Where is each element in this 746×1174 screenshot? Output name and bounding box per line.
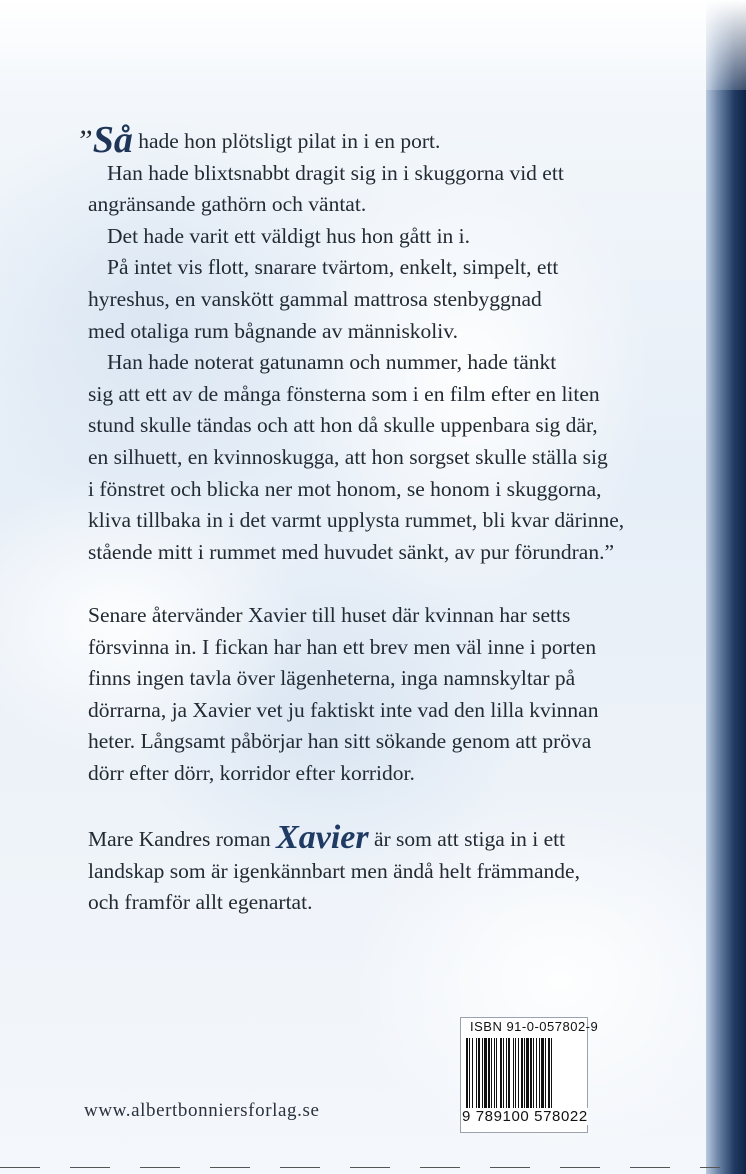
summary-line: dörr efter dörr, korridor efter korridor. <box>88 760 415 785</box>
barcode-bar <box>476 1038 477 1108</box>
barcode-bar <box>536 1038 537 1108</box>
quote-line: angränsande gathörn och väntat. <box>88 192 367 217</box>
barcode-bar <box>508 1038 510 1108</box>
barcode-bar <box>521 1038 523 1108</box>
barcode-bar <box>518 1038 519 1108</box>
barcode-bar <box>484 1038 487 1108</box>
summary-line: finns ingen tavla över lägenheterna, inga namnskyltar på <box>88 666 576 691</box>
quote-line: På intet vis flott, snarare tvärtom, enkelt, simpelt, ett <box>107 255 559 280</box>
quote-line: en silhuett, en kvinnoskugga, att hon sorgset skulle ställa sig <box>88 444 608 469</box>
barcode-bar <box>551 1038 552 1108</box>
quote-line: hyreshus, en vanskött gammal mattrosa stenbyggnad <box>88 286 542 311</box>
quote-first-word: Så <box>92 119 133 161</box>
barcode-bar <box>494 1038 495 1108</box>
plot-summary <box>88 600 598 790</box>
barcode-bar <box>541 1038 544 1108</box>
opening-quote-mark: ” <box>76 124 93 157</box>
barcode-bar <box>500 1038 502 1108</box>
quote-line: Det hade varit ett väldigt hus hon gått in i. <box>107 223 471 248</box>
publisher-url: www.albertbonniersforlag.se <box>84 1100 320 1121</box>
barcode-bar <box>515 1038 516 1108</box>
barcode-bar <box>506 1038 507 1108</box>
quote-line: kliva tillbaka in i det varmt upplysta rummet, bli kvar därinne, <box>88 508 625 533</box>
barcode-bar <box>545 1038 546 1108</box>
barcode-bar <box>469 1038 470 1108</box>
barcode-bar <box>478 1038 480 1108</box>
blurb-line: landskap som är igenkännbart men ändå helt främmande, <box>88 858 580 883</box>
barcode-bar <box>548 1038 550 1108</box>
barcode-icon <box>466 1038 582 1108</box>
barcode-bar <box>488 1038 490 1108</box>
blurb-line: och framför allt egenartat. <box>88 890 313 915</box>
isbn-label: ISBN 91-0-057802-9 <box>470 1019 599 1034</box>
quote-line: stående mitt i rummet med huvudet sänkt, av pur förundran.” <box>88 539 615 564</box>
spine-highlight <box>706 0 746 90</box>
bottom-edge-rule <box>0 1167 720 1168</box>
barcode-bar <box>513 1038 514 1108</box>
barcode-bar <box>503 1038 504 1108</box>
quote-line: stund skulle tändas och att hon då skulle uppenbara sig där, <box>88 413 598 438</box>
quote-line <box>76 119 624 161</box>
summary-line: Senare återvänder Xavier till huset där kvinnan har setts <box>88 603 571 627</box>
quote-line: sig att ett av de många fönsterna som i en film efter en liten <box>88 381 600 406</box>
barcode-bar <box>466 1038 468 1108</box>
blurb-suffix: är som att stiga in i ett <box>373 827 566 851</box>
quote-excerpt <box>76 119 625 568</box>
quote-line-text: hade hon plötsligt pilat in i en port. <box>138 129 441 153</box>
book-title: Xavier <box>276 819 369 856</box>
barcode-bar <box>533 1038 534 1108</box>
blurb-prefix: Mare Kandres roman <box>88 827 271 851</box>
ean-digits: 9 789100 578022 <box>462 1108 588 1125</box>
barcode-bar <box>491 1038 492 1108</box>
quote-line: i fönstret och blicka ner mot honom, se honom i skuggorna, <box>88 476 602 501</box>
barcode-bar <box>539 1038 540 1108</box>
barcode-bar <box>530 1038 532 1108</box>
quote-line: Han hade blixtsnabbt dragit sig in i skuggorna vid ett <box>107 160 564 185</box>
barcode-bars <box>466 1038 582 1108</box>
barcode-bar <box>482 1038 483 1108</box>
quote-line: med otaliga rum bågnande av människoliv. <box>88 318 458 343</box>
blurb-line <box>88 819 580 856</box>
book-spine <box>706 0 746 1174</box>
summary-line: heter. Långsamt påbörjar han sitt sökande genom att pröva <box>88 729 592 754</box>
blurb <box>88 819 580 919</box>
summary-line: försvinna in. I fickan har han ett brev men väl inne i porten <box>88 634 597 659</box>
barcode-bar <box>526 1038 529 1108</box>
summary-line: dörrarna, ja Xavier vet ju faktiskt inte vad den lilla kvinnan <box>88 697 599 722</box>
barcode-bar <box>496 1038 497 1108</box>
barcode-bar <box>524 1038 525 1108</box>
barcode-bar <box>472 1038 473 1108</box>
quote-line: Han hade noterat gatunamn och nummer, hade tänkt <box>107 350 557 375</box>
